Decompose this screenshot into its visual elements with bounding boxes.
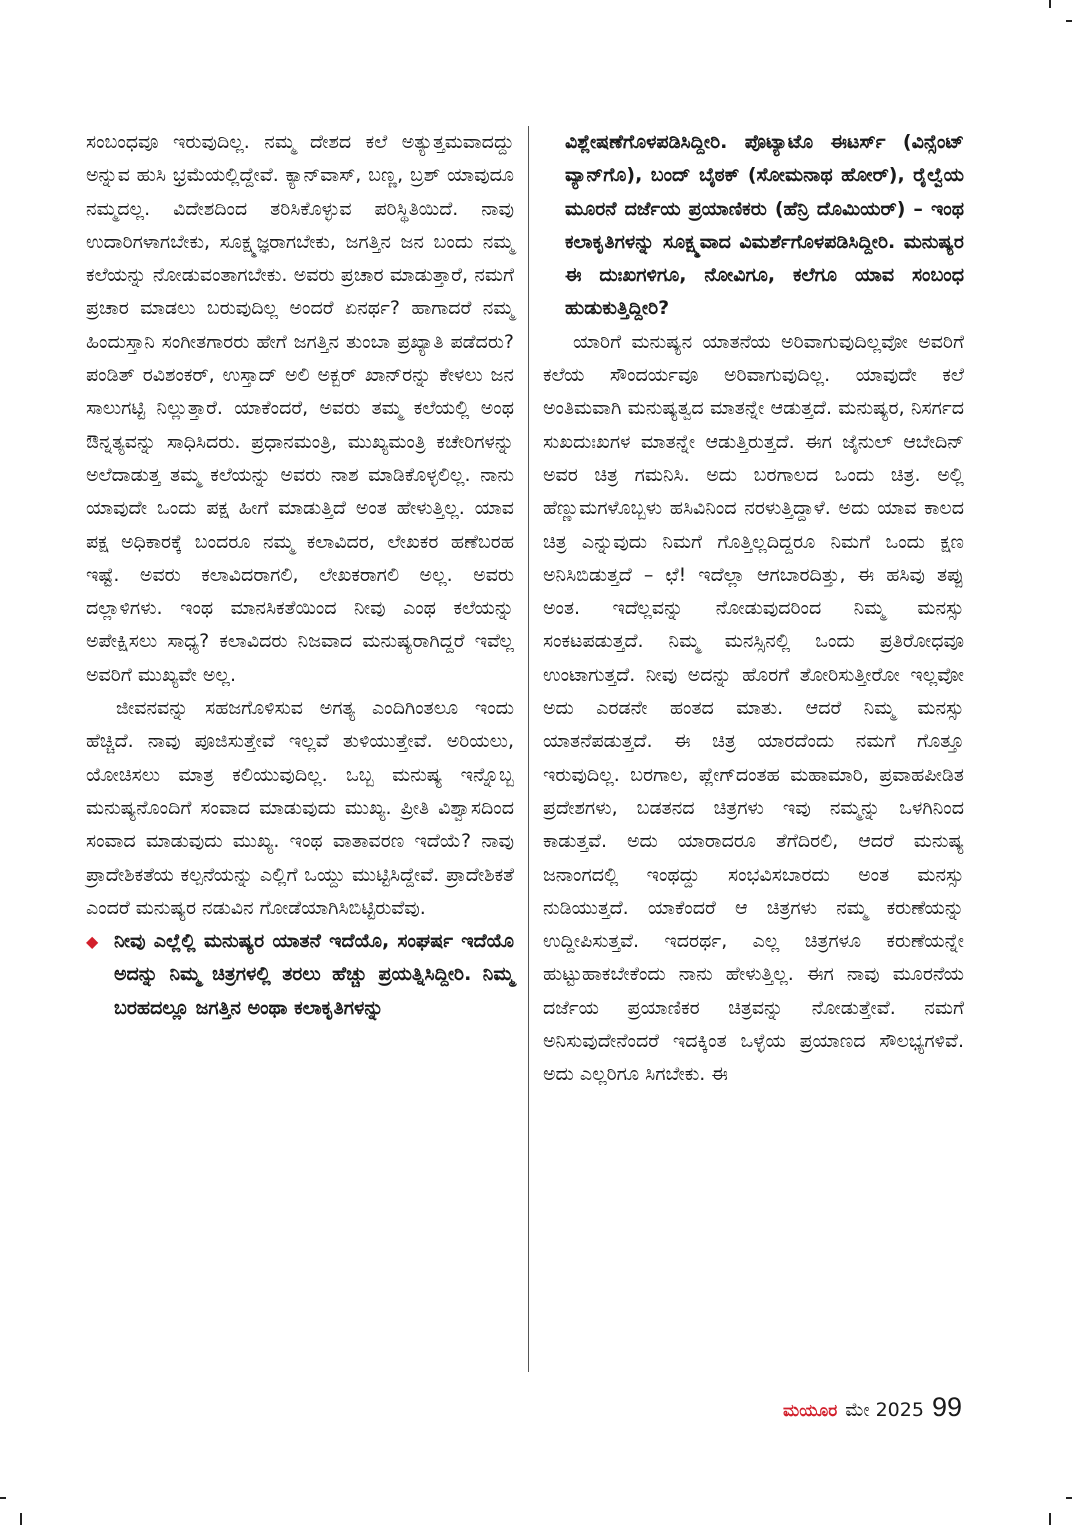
interview-question-continued: ವಿಶ್ಲೇಷಣೆಗೊಳಪಡಿಸಿದ್ದೀರಿ. ಪೊಟ್ಯಾಟೊ ಈಟರ್ಸ್ (ವಿನ್ಸೆಂಟ್ ವ್ಯಾನ್‌ಗೊ), ಬಂದ್ ಬೈಠಕ್ (ಸೋಮನಾಥ ಹೋರ್), ರೈಲ್ವೆಯ ಮೂರನೆ ದರ್ಜೆಯ ಪ್ರಯಾಣಿಕರು (ಹೆನ್ರಿ ದೊಮಿಯರ್) – ಇಂಥ ಕಲಾಕೃತಿಗಳನ್ನು ಸೂಕ್ಷ್ಮವಾದ ವಿಮರ್ಶೆಗೊಳಪಡಿಸಿದ್ದೀರಿ. ಮನುಷ್ಯರ ಈ ದುಃಖಗಳಿಗೂ, ನೋವಿಗೂ, ಕಲೆಗೂ ಯಾವ ಸಂಬಂಧ ಹುಡುಕುತ್ತಿದ್ದೀರಿ?	[565, 131, 964, 320]
crop-mark-bottom-left-v	[20, 1513, 22, 1525]
paragraph: ಯಾರಿಗೆ ಮನುಷ್ಯನ ಯಾತನೆಯ ಅರಿವಾಗುವುದಿಲ್ಲವೋ ಅವರಿಗೆ ಕಲೆಯ ಸೌಂದರ್ಯವೂ ಅರಿವಾಗುವುದಿಲ್ಲ. ಯಾವುದೇ ಕಲೆ ಅಂತಿಮವಾಗಿ ಮನುಷ್ಯತ್ವದ ಮಾತನ್ನೇ ಆಡುತ್ತದೆ. ಮನುಷ್ಯರ, ನಿಸರ್ಗದ ಸುಖದುಃಖಗಳ ಮಾತನ್ನೇ ಆಡುತ್ತಿರುತ್ತದೆ. ಈಗ ಜೈನುಲ್ ಆಬೇದಿನ್ ಅವರ ಚಿತ್ರ ಗಮನಿಸಿ. ಅದು ಬರಗಾಲದ ಒಂದು ಚಿತ್ರ. ಅಲ್ಲಿ ಹೆಣ್ಣುಮಗಳೊಬ್ಬಳು ಹಸಿವಿನಿಂದ ನರಳುತ್ತಿದ್ದಾಳೆ. ಅದು ಯಾವ ಕಾಲದ ಚಿತ್ರ ಎನ್ನುವುದು ನಿಮಗೆ ಗೊತ್ತಿಲ್ಲದಿದ್ದರೂ ನಿಮಗೆ ಒಂದು ಕ್ಷಣ ಅನಿಸಿಬಿಡುತ್ತದೆ – ಛೆ! ಇದೆಲ್ಲಾ ಆಗಬಾರದಿತ್ತು, ಈ ಹಸಿವು ತಪ್ಪು ಅಂತ. ಇದೆಲ್ಲವನ್ನು ನೋಡುವುದರಿಂದ ನಿಮ್ಮ ಮನಸ್ಸು ಸಂಕಟಪಡುತ್ತದೆ. ನಿಮ್ಮ ಮನಸ್ಸಿನಲ್ಲಿ ಒಂದು ಪ್ರತಿರೋಧವೂ ಉಂಟಾಗುತ್ತದೆ. ನೀವು ಅದನ್ನು ಹೊರಗೆ ತೋರಿಸುತ್ತೀರೋ ಇಲ್ಲವೋ ಅದು ಎರಡನೇ ಹಂತದ ಮಾತು. ಆದರೆ ನಿಮ್ಮ ಮನಸ್ಸು ಯಾತನೆಪಡುತ್ತದೆ. ಈ ಚಿತ್ರ ಯಾರದೆಂದು ನಮಗೆ ಗೊತ್ತೂ ಇರುವುದಿಲ್ಲ. ಬರಗಾಲ, ಪ್ಲೇಗ್‌ದಂತಹ ಮಹಾಮಾರಿ, ಪ್ರವಾಹಪೀಡಿತ ಪ್ರದೇಶಗಳು, ಬಡತನದ ಚಿತ್ರಗಳು ಇವು ನಮ್ಮನ್ನು ಒಳಗಿನಿಂದ ಕಾಡುತ್ತವೆ. ಅದು ಯಾರಾದರೂ ತೆಗೆದಿರಲಿ, ಆದರೆ ಮನುಷ್ಯ ಜನಾಂಗದಲ್ಲಿ ಇಂಥದ್ದು ಸಂಭವಿಸಬಾರದು ಅಂತ ಮನಸ್ಸು ನುಡಿಯುತ್ತದೆ. ಯಾಕೆಂದರೆ ಆ ಚಿತ್ರಗಳು ನಮ್ಮ ಕರುಣೆಯನ್ನು ಉದ್ದೀಪಿಸುತ್ತವೆ. ಇದರರ್ಥ, ಎಲ್ಲ ಚಿತ್ರಗಳೂ ಕರುಣೆಯನ್ನೇ ಹುಟ್ಟುಹಾಕಬೇಕೆಂದು ನಾನು ಹೇಳುತ್ತಿಲ್ಲ. ಈಗ ನಾವು ಮೂರನೆಯ ದರ್ಜೆಯ ಪ್ರಯಾಣಿಕರ ಚಿತ್ರವನ್ನು ನೋಡುತ್ತೇವೆ. ನಮಗೆ ಅನಿಸುವುದೇನೆಂದರೆ ಇದಕ್ಕಿಂತ ಒಳ್ಳೆಯ ಪ್ರಯಾಣದ ಸೌಲಭ್ಯಗಳಿವೆ. ಅದು ಎಲ್ಲರಿಗೂ ಸಿಗಬೇಕು. ಈ	[543, 330, 964, 1086]
question-text: ನೀವು ಎಲ್ಲೆಲ್ಲಿ ಮನುಷ್ಯರ ಯಾತನೆ ಇದೆಯೊ, ಸಂಘರ್ಷ ಇದೆಯೊ ಅದನ್ನು ನಿಮ್ಮ ಚಿತ್ರಗಳಲ್ಲಿ ತರಲು ಹೆಚ್ಚು ಪ್ರಯತ್ನಿಸಿದ್ದೀರಿ. ನಿಮ್ಮ ಬರಹದಲ್ಲೂ ಜಗತ್ತಿನ ಅಂಥಾ ಕಲಾಕೃತಿಗಳನ್ನು	[114, 930, 514, 1019]
red-diamond-bullet-icon: ◆	[86, 932, 99, 952]
crop-mark-right	[1066, 20, 1072, 22]
page-number: 99	[931, 1392, 962, 1422]
left-column	[86, 126, 514, 1025]
crop-mark-bottom-left	[0, 1497, 6, 1499]
crop-mark-top-right	[1049, 0, 1051, 8]
magazine-logo: ಮಯೂರ	[783, 1401, 838, 1421]
page-footer	[783, 1392, 962, 1423]
paragraph: ಸಂಬಂಧವೂ ಇರುವುದಿಲ್ಲ. ನಮ್ಮ ದೇಶದ ಕಲೆ ಅತ್ಯುತ್ತಮವಾದದ್ದು ಅನ್ನುವ ಹುಸಿ ಭ್ರಮೆಯಲ್ಲಿದ್ದೇವೆ. ಕ್ಯಾನ್‌ವಾಸ್, ಬಣ್ಣ, ಬ್ರಶ್ ಯಾವುದೂ ನಮ್ಮದಲ್ಲ. ವಿದೇಶದಿಂದ ತರಿಸಿಕೊಳ್ಳುವ ಪರಿಸ್ಥಿತಿಯಿದೆ. ನಾವು ಉದಾರಿಗಳಾಗಬೇಕು, ಸೂಕ್ಷ್ಮಜ್ಞರಾಗಬೇಕು, ಜಗತ್ತಿನ ಜನ ಬಂದು ನಮ್ಮ ಕಲೆಯನ್ನು ನೋಡುವಂತಾಗಬೇಕು. ಅವರು ಪ್ರಚಾರ ಮಾಡುತ್ತಾರೆ, ನಮಗೆ ಪ್ರಚಾರ ಮಾಡಲು ಬರುವುದಿಲ್ಲ ಅಂದರೆ ಏನರ್ಥ? ಹಾಗಾದರೆ ನಮ್ಮ ಹಿಂದುಸ್ತಾನಿ ಸಂಗೀತಗಾರರು ಹೇಗೆ ಜಗತ್ತಿನ ತುಂಬಾ ಪ್ರಖ್ಯಾತಿ ಪಡೆದರು? ಪಂಡಿತ್ ರವಿಶಂಕರ್, ಉಸ್ತಾದ್ ಅಲಿ ಅಕ್ಬರ್ ಖಾನ್‌ರನ್ನು ಕೇಳಲು ಜನ ಸಾಲುಗಟ್ಟಿ ನಿಲ್ಲುತ್ತಾರೆ. ಯಾಕೆಂದರೆ, ಅವರು ತಮ್ಮ ಕಲೆಯಲ್ಲಿ ಅಂಥ ಔನ್ನತ್ಯವನ್ನು ಸಾಧಿಸಿದರು. ಪ್ರಧಾನಮಂತ್ರಿ, ಮುಖ್ಯಮಂತ್ರಿ ಕಚೇರಿಗಳನ್ನು ಅಲೆದಾಡುತ್ತ ತಮ್ಮ ಕಲೆಯನ್ನು ಅವರು ನಾಶ ಮಾಡಿಕೊಳ್ಳಲಿಲ್ಲ. ನಾನು ಯಾವುದೇ ಒಂದು ಪಕ್ಷ ಹೀಗೆ ಮಾಡುತ್ತಿದೆ ಅಂತ ಹೇಳುತ್ತಿಲ್ಲ. ಯಾವ ಪಕ್ಷ ಅಧಿಕಾರಕ್ಕೆ ಬಂದರೂ ನಮ್ಮ ಕಲಾವಿದರ, ಲೇಖಕರ ಹಣೆಬರಹ ಇಷ್ಟೆ. ಅವರು ಕಲಾವಿದರಾಗಲಿ, ಲೇಖಕರಾಗಲಿ ಅಲ್ಲ. ಅವರು ದಲ್ಲಾಳಿಗಳು. ಇಂಥ ಮಾನಸಿಕತೆಯಿಂದ ನೀವು ಎಂಥ ಕಲೆಯನ್ನು ಅಪೇಕ್ಷಿಸಲು ಸಾಧ್ಯ? ಕಲಾವಿದರು ನಿಜವಾದ ಮನುಷ್ಯರಾಗಿದ್ದರೆ ಇವೆಲ್ಲ ಅವರಿಗೆ ಮುಖ್ಯವೇ ಅಲ್ಲ.	[86, 131, 514, 686]
issue-date: ಮೇ 2025	[845, 1399, 924, 1421]
crop-mark-bottom-right-v	[1049, 1513, 1051, 1525]
crop-mark-bottom-right	[1066, 1497, 1072, 1499]
column-divider	[528, 126, 529, 1372]
right-column	[543, 126, 964, 1092]
interview-question	[86, 925, 514, 1025]
paragraph: ಜೀವನವನ್ನು ಸಹಜಗೊಳಿಸುವ ಅಗತ್ಯ ಎಂದಿಗಿಂತಲೂ ಇಂದು ಹೆಚ್ಚಿದೆ. ನಾವು ಪೂಜಿಸುತ್ತೇವೆ ಇಲ್ಲವೆ ತುಳಿಯುತ್ತೇವೆ. ಅರಿಯಲು, ಯೋಚಿಸಲು ಮಾತ್ರ ಕಲಿಯುವುದಿಲ್ಲ. ಒಬ್ಬ ಮನುಷ್ಯ ಇನ್ನೊಬ್ಬ ಮನುಷ್ಯನೊಂದಿಗೆ ಸಂವಾದ ಮಾಡುವುದು ಮುಖ್ಯ. ಪ್ರೀತಿ ವಿಶ್ವಾಸದಿಂದ ಸಂವಾದ ಮಾಡುವುದು ಮುಖ್ಯ. ಇಂಥ ವಾತಾವರಣ ಇದೆಯೆ? ನಾವು ಪ್ರಾದೇಶಿಕತೆಯ ಕಲ್ಪನೆಯನ್ನು ಎಲ್ಲಿಗೆ ಒಯ್ದು ಮುಟ್ಟಿಸಿದ್ದೇವೆ. ಪ್ರಾದೇಶಿಕತೆ ಎಂದರೆ ಮನುಷ್ಯರ ನಡುವಿನ ಗೋಡೆಯಾಗಿಸಿಬಿಟ್ಟಿರುವೆವು.	[86, 697, 514, 919]
